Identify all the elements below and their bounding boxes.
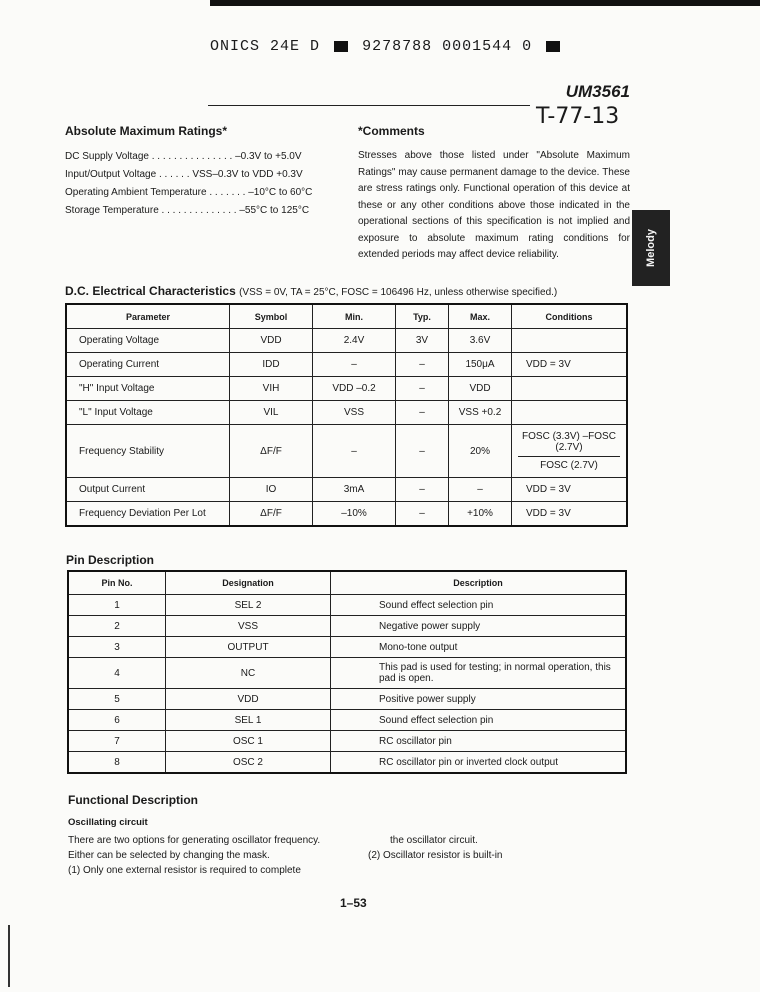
col-header: Description bbox=[331, 571, 627, 595]
col-header: Designation bbox=[166, 571, 331, 595]
pin-description-table bbox=[67, 570, 627, 774]
table-row: 7 OSC 1 RC oscillator pin bbox=[68, 731, 626, 752]
col-header: Symbol bbox=[230, 304, 313, 329]
black-block-mark-2 bbox=[546, 41, 560, 52]
text-line: There are two options for generating oscillator frequency. bbox=[68, 835, 321, 846]
margin-scan-mark bbox=[8, 925, 10, 987]
comments-text: Stresses above those listed under "Absolute Maximum Ratings" may cause permanent damage to the device. These are stress ratings only. Functional operation of this device at these or any other conditions above those indicated in the operational sections of this specification is not implied and exposure to absolute maximum rating conditions for extended periods may affect device reliability. bbox=[358, 150, 630, 260]
table-row: Operating Voltage VDD 2.4V 3V 3.6V bbox=[66, 329, 627, 353]
table-row: 5 VDD Positive power supply bbox=[68, 689, 626, 710]
section-side-tab bbox=[632, 210, 670, 286]
table-row: "H" Input Voltage VIH VDD –0.2 – VDD bbox=[66, 377, 627, 401]
text-line: Either can be selected by changing the mask. bbox=[68, 850, 270, 861]
pin-description-title: Pin Description bbox=[66, 553, 155, 567]
abs-max-row: Input/Output Voltage . . . . . . VSS–0.3V to VDD +0.3V bbox=[65, 169, 303, 180]
comments-title: *Comments bbox=[358, 124, 425, 138]
col-header: Min. bbox=[313, 304, 396, 329]
top-scan-bar bbox=[210, 0, 760, 6]
side-tab-label: Melody bbox=[645, 229, 657, 267]
functional-text-right bbox=[368, 833, 628, 863]
table-row: Frequency Deviation Per Lot ΔF/F –10% – +10% VDD = 3V bbox=[66, 502, 627, 527]
table-row: 2 VSS Negative power supply bbox=[68, 616, 626, 637]
col-header: Conditions bbox=[512, 304, 628, 329]
dc-title bbox=[65, 284, 557, 298]
scan-header-left: ONICS 24E D bbox=[210, 38, 321, 55]
table-row: Output Current IO 3mA – – VDD = 3V bbox=[66, 478, 627, 502]
dc-characteristics-table bbox=[65, 303, 628, 527]
abs-max-list bbox=[65, 148, 312, 220]
scan-header bbox=[210, 38, 564, 55]
dc-conditions: (VSS = 0V, TA = 25°C, FOSC = 106496 Hz, unless otherwise specified.) bbox=[239, 287, 558, 298]
table-row: 1 SEL 2 Sound effect selection pin bbox=[68, 595, 626, 616]
table-row: 4 NC This pad is used for testing; in normal operation, this pad is open. bbox=[68, 658, 626, 689]
oscillating-circuit-subtitle: Oscillating circuit bbox=[68, 817, 148, 828]
table-row: Operating Current IDD – – 150μA VDD = 3V bbox=[66, 353, 627, 377]
col-header: Max. bbox=[449, 304, 512, 329]
scan-header-right: 9278788 0001544 0 bbox=[362, 38, 533, 55]
abs-max-title: Absolute Maximum Ratings* bbox=[65, 124, 228, 138]
black-block-mark bbox=[334, 41, 348, 52]
functional-description-title: Functional Description bbox=[68, 793, 199, 807]
text-line: the oscillator circuit. bbox=[390, 835, 478, 846]
handwritten-code: T-77-13 bbox=[536, 104, 620, 129]
text-line: (2) Oscillator resistor is built-in bbox=[368, 850, 503, 861]
functional-text-left bbox=[68, 833, 368, 878]
col-header: Pin No. bbox=[68, 571, 166, 595]
table-row: Frequency Stability ΔF/F – – 20% $\frac{\text{FOSC (3.3V) –FOSC (2.7V)}}{\text{FOSC (2.7V)}}$ bbox=[66, 425, 627, 478]
text-line: (1) Only one external resistor is required to complete bbox=[68, 865, 301, 876]
table-row: 8 OSC 2 RC oscillator pin or inverted clock output bbox=[68, 752, 626, 774]
model-number: UM3561 bbox=[565, 82, 630, 101]
dc-heading: D.C. Electrical Characteristics bbox=[65, 284, 236, 298]
abs-max-row: Operating Ambient Temperature . . . . . . . –10°C to 60°C bbox=[65, 187, 313, 198]
col-header: Typ. bbox=[396, 304, 449, 329]
abs-max-row: DC Supply Voltage . . . . . . . . . . . . . . . –0.3V to +5.0V bbox=[65, 151, 302, 162]
frequency-stability-formula: $\frac{\text{FOSC (3.3V) –FOSC (2.7V)}}{\text{FOSC (2.7V)}}$ bbox=[512, 425, 628, 478]
table-row: "L" Input Voltage VIL VSS – VSS +0.2 bbox=[66, 401, 627, 425]
abs-max-row: Storage Temperature . . . . . . . . . . . . . . –55°C to 125°C bbox=[65, 205, 310, 216]
table-row: 3 OUTPUT Mono-tone output bbox=[68, 637, 626, 658]
col-header: Parameter bbox=[66, 304, 230, 329]
page-number: 1–53 bbox=[340, 896, 367, 910]
table-row: 6 SEL 1 Sound effect selection pin bbox=[68, 710, 626, 731]
header-rule bbox=[208, 105, 530, 106]
